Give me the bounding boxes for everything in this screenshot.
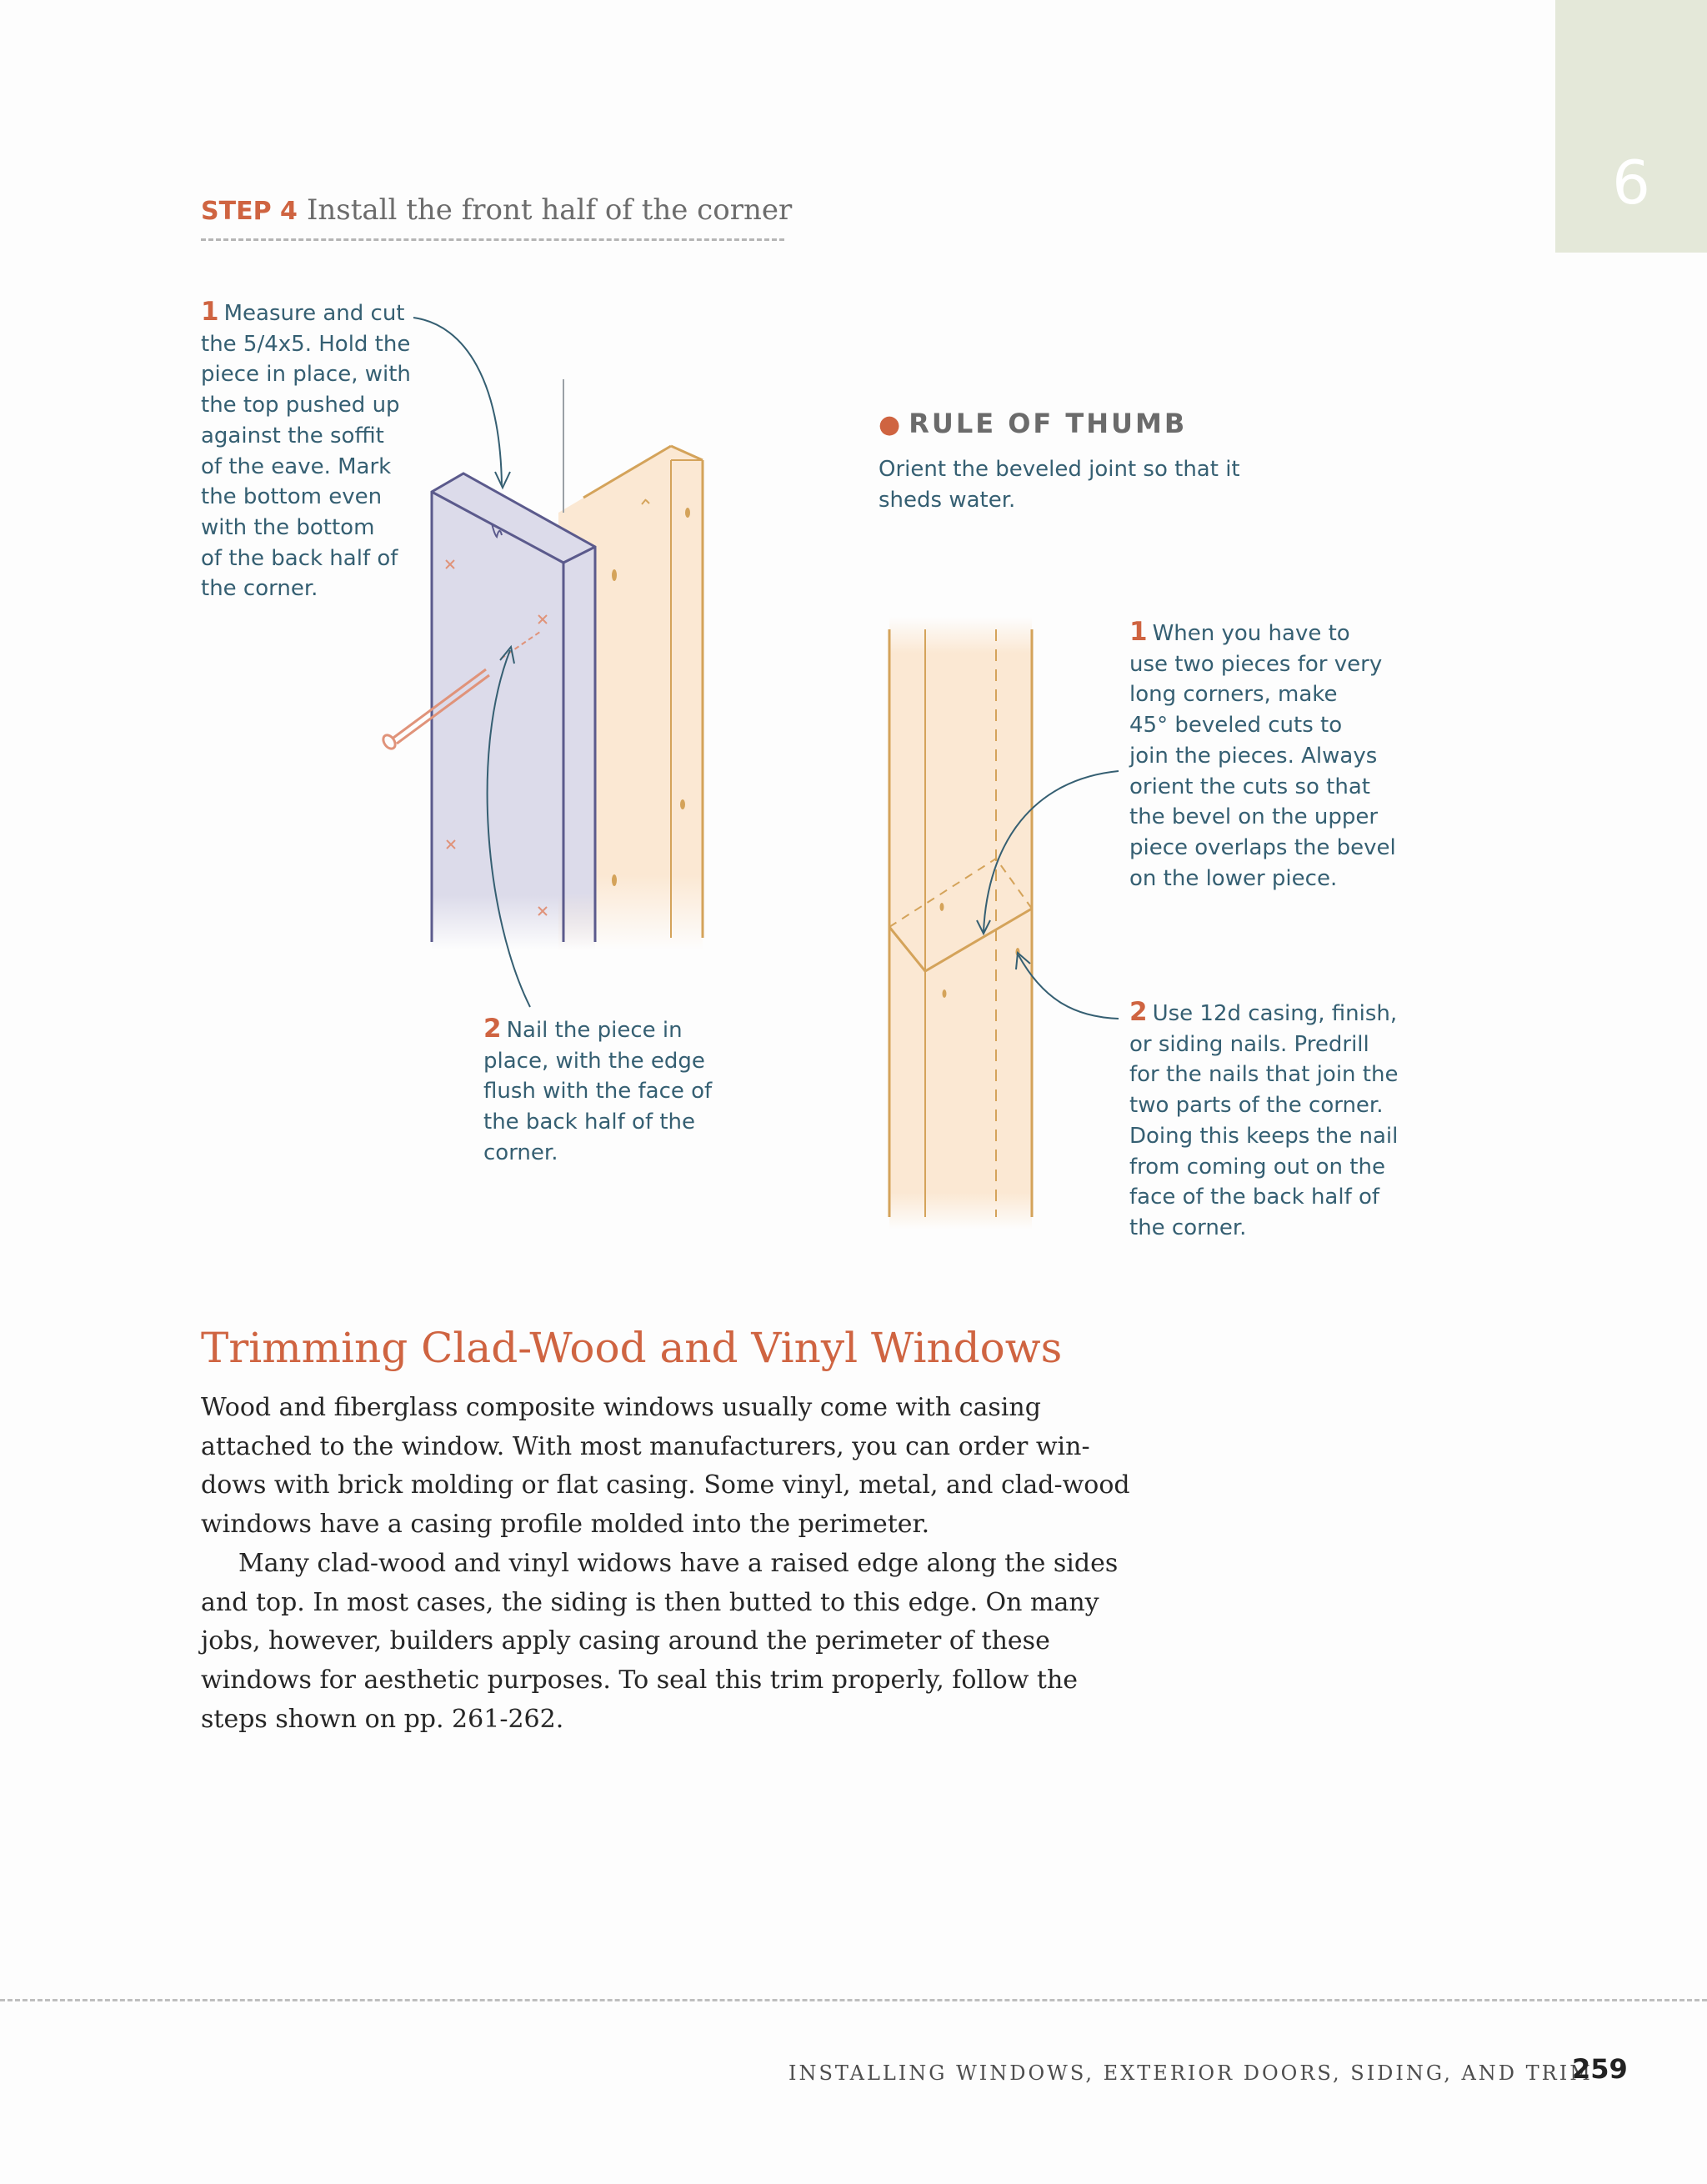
chapter-number: 6	[1612, 148, 1650, 218]
rule-of-thumb-heading: ● RULE OF THUMB	[879, 408, 1188, 439]
running-footer: INSTALLING WINDOWS, EXTERIOR DOORS, SIDING, AND TRIM	[788, 2061, 1593, 2085]
callout-measure-and-cut: 1 Measure and cut the 5/4x5. Hold the piece in place, with the top pushed up against the soffit of the eave. Mark the bottom even with the bottom of the back half of the corner.	[201, 297, 411, 602]
bullet-icon: ●	[879, 410, 901, 439]
rule-of-thumb-text: Orient the beveled joint so that it sheds water.	[879, 457, 1240, 513]
front-half-board	[432, 473, 595, 950]
callout-nail-piece: 2 Nail the piece in place, with the edge flush with the face of the back half of the corner.	[483, 1014, 713, 1165]
section-title: Trimming Clad-Wood and Vinyl Windows	[201, 1324, 1063, 1372]
step-label: STEP 4	[201, 197, 298, 226]
page-number: 259	[1572, 2053, 1628, 2085]
callout-nails: 2 Use 12d casing, finish, or siding nails. Predrill for the nails that join the two parts of the corner. Doing this keeps the nail from coming out on the face of the back half of the corner.	[1129, 997, 1399, 1240]
callout-beveled-cuts: 1 When you have to use two pieces for very long corners, make 45° beveled cuts to join the pieces. Always orient the cuts so that the bevel on the upper piece overlaps the bevel on the lower piece.	[1129, 617, 1396, 891]
beveled-joint-board	[889, 617, 1032, 1230]
paragraph-2: Many clad-wood and vinyl widows have a raised edge along the sides and top. In most cases, the siding is then butted to this edge. On many jobs, however, builders apply casing around the perimeter of these windows for aesthetic purposes. To seal this trim properly, follow the steps shown on pp. 261-262.	[201, 1548, 1119, 1734]
step-title: Install the front half of the corner	[306, 193, 793, 227]
footer-divider	[0, 1999, 1707, 2001]
body-text	[201, 1389, 1134, 1739]
paragraph-1: Wood and fiberglass composite windows usually come with casing attached to the window. With most manufacturers, you can order win- dows with brick molding or flat casing. Some vinyl, metal, and clad-wood windows have a casing profile molded into the perimeter.	[201, 1393, 1130, 1540]
